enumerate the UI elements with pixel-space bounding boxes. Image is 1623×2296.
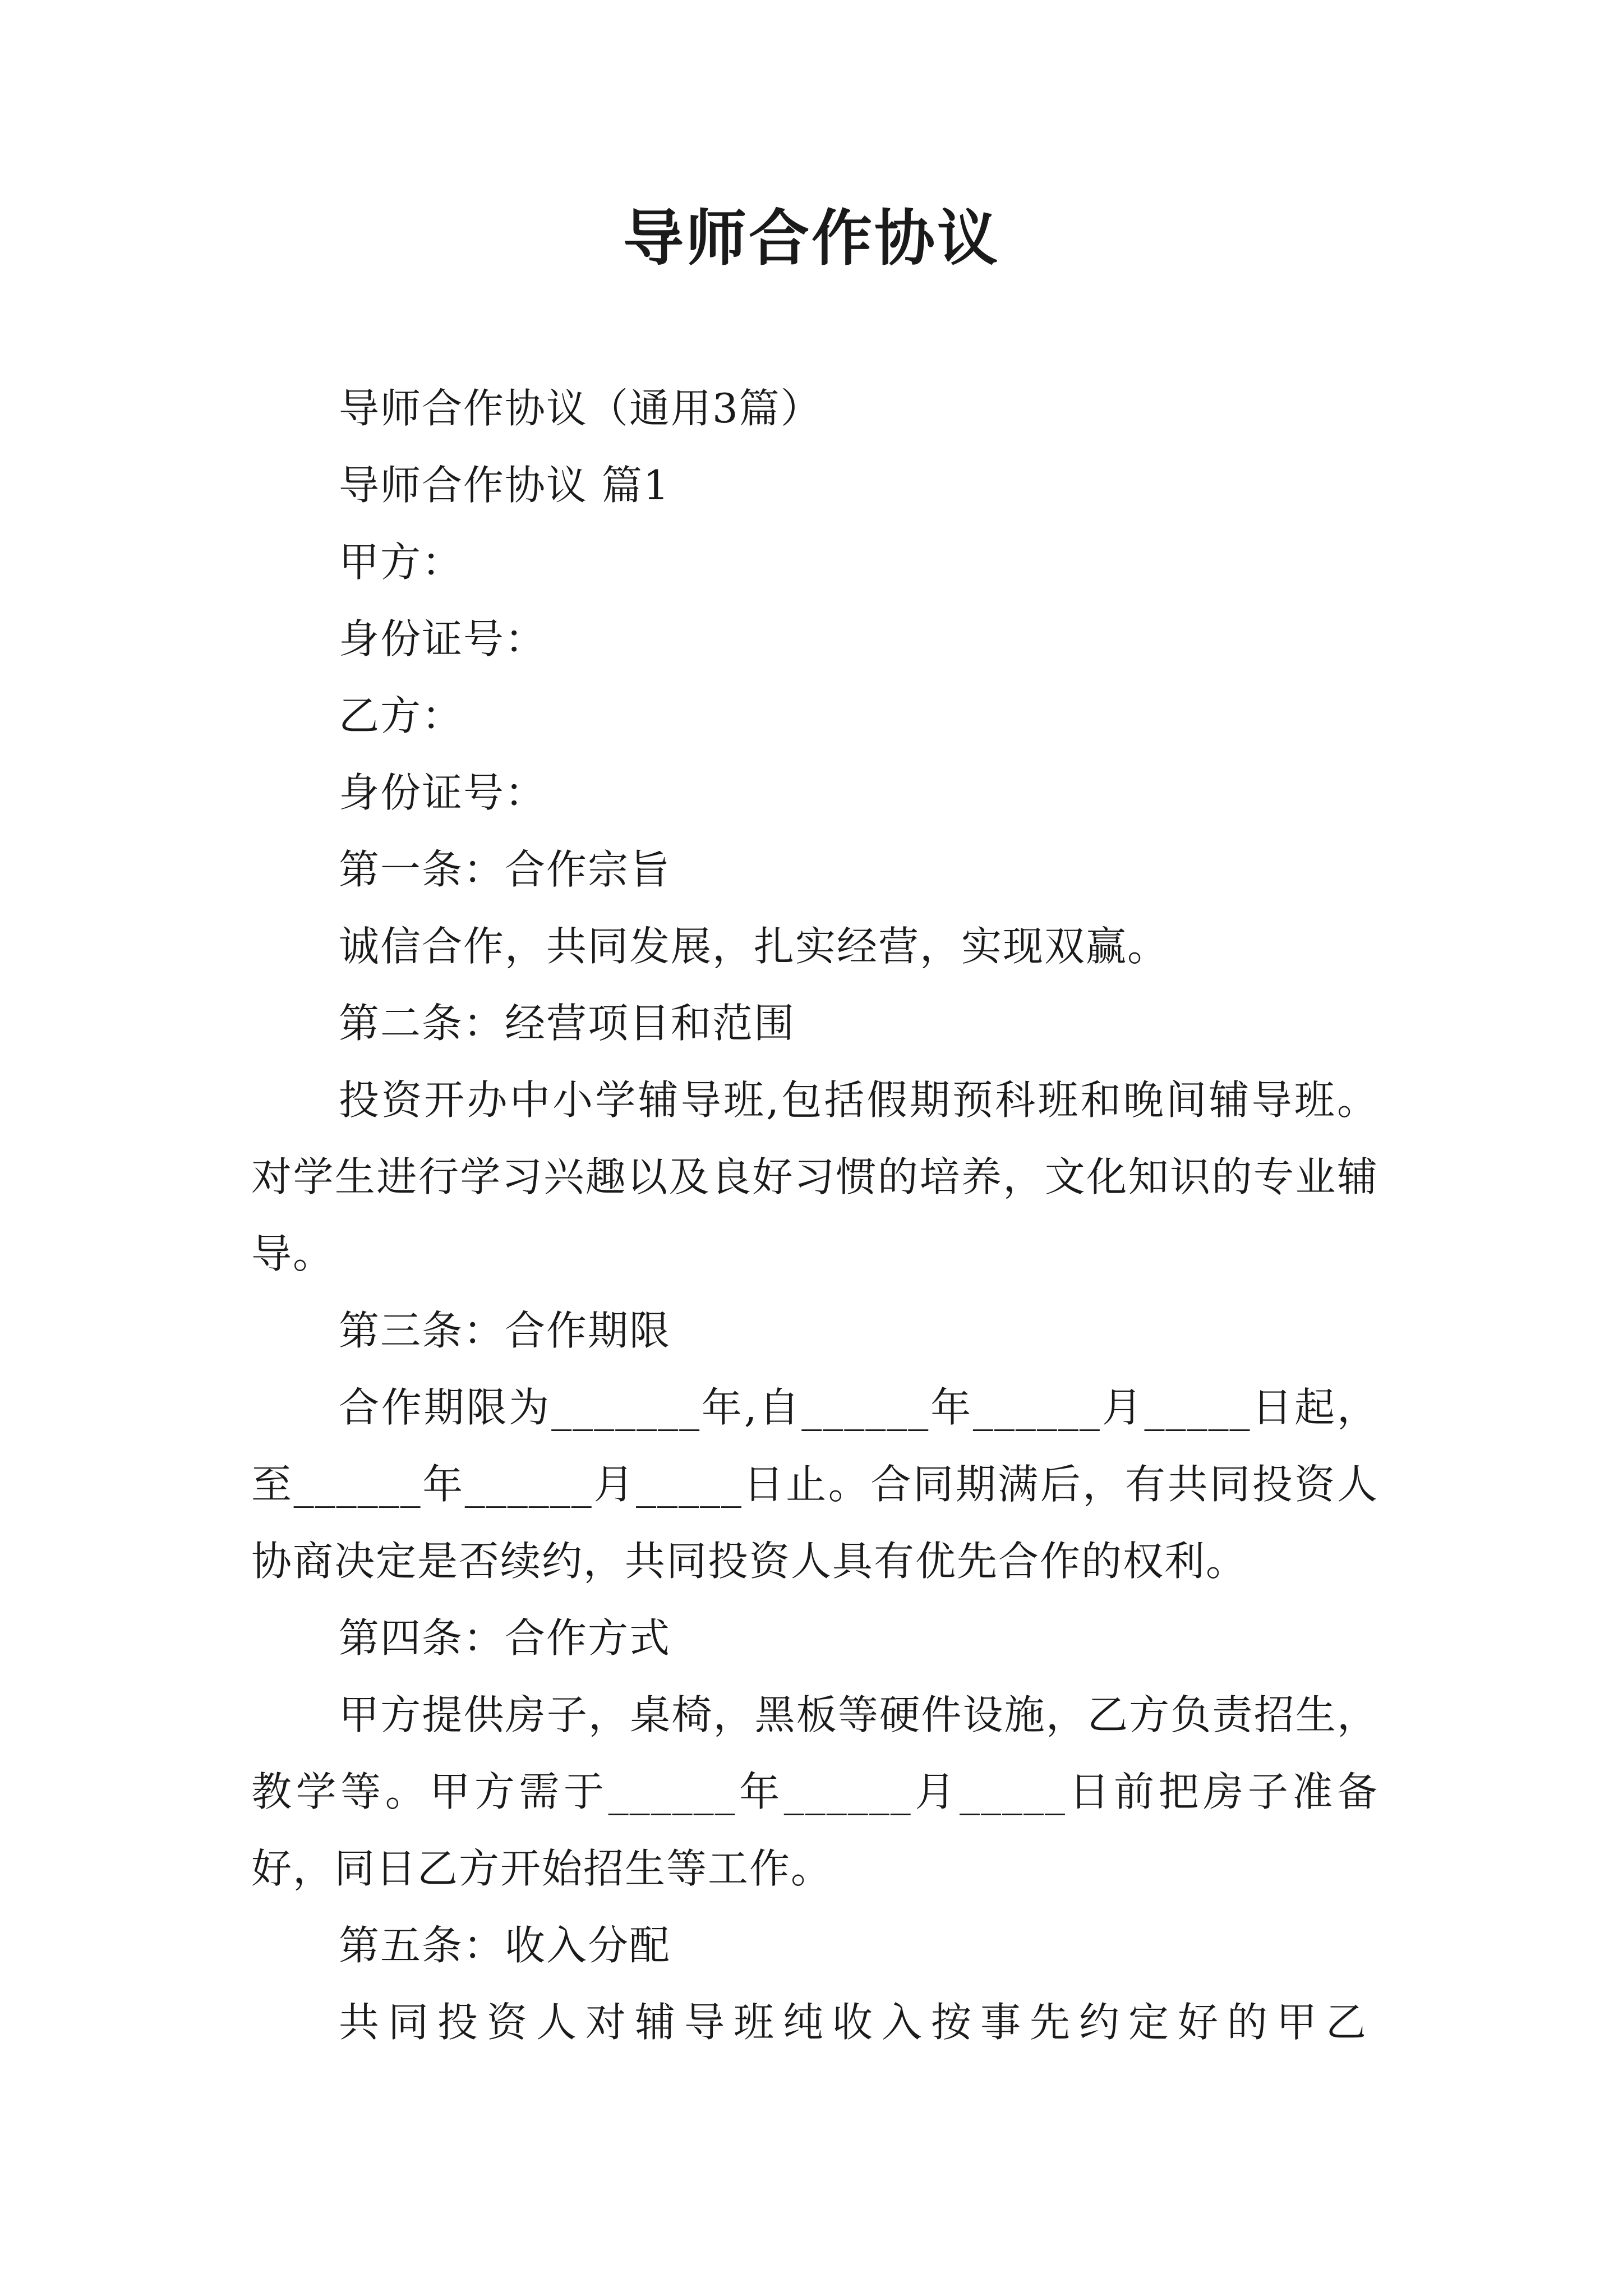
article-1-heading: 第一条：合作宗旨 <box>339 846 671 893</box>
article-4-text: 甲方提供房子，桌椅，黑板等硬件设施，乙方负责招生，教学等。甲方需于______年______月_____日前把房子准备好，同日乙方开始招生等工作。 <box>251 1691 1378 1892</box>
party-a-label: 甲方： <box>339 539 464 586</box>
party-a-id-label: 身份证号： <box>339 615 547 662</box>
article-2-heading: 第二条：经营项目和范围 <box>339 1000 796 1047</box>
article-1-text: 诚信合作，共同发展，扎实经营，实现双赢。 <box>339 923 1169 970</box>
article-5-text: 共同投资人对辅导班纯收入按事先约定好的甲乙 <box>339 1999 1376 2046</box>
document-subtitle: 导师合作协议（通用3篇） <box>339 385 822 432</box>
party-b-label: 乙方： <box>339 692 464 739</box>
article-5-heading: 第五条：收入分配 <box>339 1922 671 1969</box>
article-3-heading: 第三条：合作期限 <box>339 1307 671 1354</box>
article-3-text: 合作期限为_______年,自______年______月_____日起，至______年______月_____日止。合同期满后，有共同投资人协商决定是否续约，共同投资人具有优先合作的权利。 <box>251 1384 1378 1585</box>
party-b-id-label: 身份证号： <box>339 769 547 816</box>
document-body <box>251 370 1378 2061</box>
article-2-text: 投资开办中小学辅导班,包括假期预科班和晚间辅导班。对学生进行学习兴趣以及良好习惯的培养，文化知识的专业辅导。 <box>251 1076 1378 1277</box>
section-heading: 导师合作协议 篇1 <box>339 462 670 509</box>
document-title: 导师合作协议 <box>623 203 1000 274</box>
article-4-heading: 第四条：合作方式 <box>339 1614 671 1662</box>
